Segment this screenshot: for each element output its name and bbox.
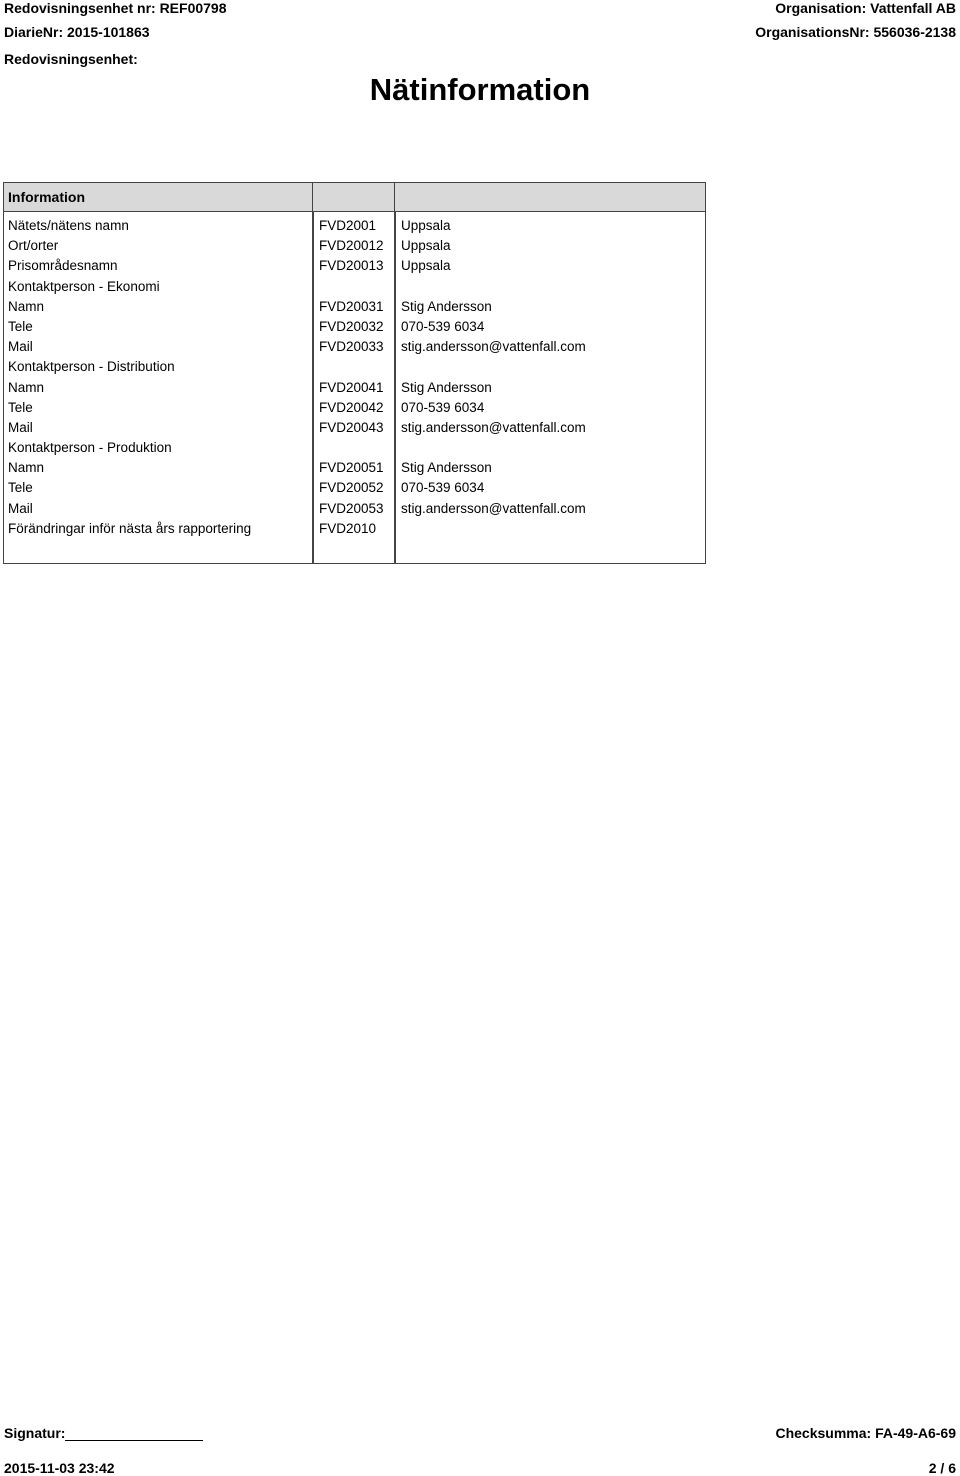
row-label: Kontaktperson - Ekonomi bbox=[8, 278, 160, 294]
row-label: Förändringar inför nästa års rapportering bbox=[8, 520, 252, 536]
organisation-name: Organisation: Vattenfall AB bbox=[775, 0, 956, 16]
row-label: Namn bbox=[8, 460, 45, 476]
row-label: Nätets/nätens namn bbox=[8, 218, 129, 233]
table-row bbox=[4, 398, 705, 418]
table-row bbox=[4, 317, 705, 337]
row-code: FVD2010 bbox=[319, 520, 377, 536]
row-value: Stig Andersson bbox=[401, 298, 492, 314]
table-heading: Information bbox=[4, 183, 313, 212]
row-value: 070-539 6034 bbox=[401, 480, 485, 496]
row-code: FVD20052 bbox=[319, 480, 384, 496]
row-code bbox=[313, 277, 395, 297]
row-value: 070-539 6034 bbox=[401, 399, 485, 415]
signature-label: Signatur: bbox=[4, 1425, 66, 1441]
table-row bbox=[4, 256, 705, 276]
row-label: Ort/orter bbox=[8, 238, 59, 254]
table-body bbox=[4, 212, 705, 563]
row-value: stig.andersson@vattenfall.com bbox=[401, 500, 586, 516]
row-label: Kontaktperson - Produktion bbox=[8, 440, 172, 456]
diarie-number: DiarieNr: 2015-101863 bbox=[4, 24, 150, 40]
table-header-row bbox=[4, 183, 705, 212]
report-unit-number: Redovisningsenhet nr: REF00798 bbox=[4, 0, 227, 16]
table-row bbox=[4, 277, 705, 297]
table-row bbox=[4, 337, 705, 357]
table-row bbox=[4, 438, 705, 458]
row-label: Mail bbox=[8, 500, 33, 516]
signature-field bbox=[4, 1425, 203, 1441]
row-label: Namn bbox=[8, 298, 45, 314]
signature-line[interactable] bbox=[65, 1427, 203, 1441]
row-code: FVD20051 bbox=[319, 460, 384, 476]
table-row bbox=[4, 519, 705, 539]
page-title: Nätinformation bbox=[369, 72, 591, 107]
row-code: FVD20053 bbox=[319, 500, 384, 516]
print-datetime: 2015-11-03 23:42 bbox=[4, 1460, 115, 1476]
information-table bbox=[3, 182, 706, 564]
row-code: FVD20013 bbox=[319, 258, 384, 274]
row-code: FVD20012 bbox=[319, 238, 384, 254]
table-row bbox=[4, 458, 705, 478]
row-label: Mail bbox=[8, 419, 33, 435]
row-code: FVD20042 bbox=[319, 399, 384, 415]
row-value: Stig Andersson bbox=[401, 379, 492, 395]
row-code bbox=[313, 438, 395, 458]
table-row bbox=[4, 478, 705, 498]
row-label: Prisområdesnamn bbox=[8, 258, 118, 274]
row-value bbox=[395, 519, 705, 539]
table-row bbox=[4, 418, 705, 438]
report-unit-label: Redovisningsenhet: bbox=[4, 51, 138, 67]
row-value: Stig Andersson bbox=[401, 460, 492, 476]
table-row bbox=[4, 297, 705, 317]
row-label: Namn bbox=[8, 379, 45, 395]
row-value: 070-539 6034 bbox=[401, 318, 485, 334]
table-header-code-cell bbox=[313, 183, 395, 212]
row-code: FVD20043 bbox=[319, 419, 384, 435]
row-code: FVD20033 bbox=[319, 339, 384, 355]
table-row bbox=[4, 378, 705, 398]
page-number: 2 / 6 bbox=[928, 1460, 956, 1476]
row-code: FVD20031 bbox=[319, 298, 384, 314]
row-label: Kontaktperson - Distribution bbox=[8, 359, 175, 375]
row-label: Tele bbox=[8, 480, 33, 496]
row-value: Uppsala bbox=[401, 258, 451, 274]
row-value: Uppsala bbox=[401, 238, 451, 254]
row-label: Tele bbox=[8, 318, 33, 334]
column-divider bbox=[312, 212, 314, 563]
row-label: Mail bbox=[8, 339, 33, 355]
row-label: Tele bbox=[8, 399, 33, 415]
row-code: FVD2001 bbox=[319, 218, 377, 233]
row-value: stig.andersson@vattenfall.com bbox=[401, 339, 586, 355]
table-row bbox=[4, 216, 705, 236]
column-divider bbox=[394, 212, 396, 563]
empty-row bbox=[4, 539, 705, 563]
row-code bbox=[313, 357, 395, 377]
row-value bbox=[395, 277, 705, 297]
row-value bbox=[395, 438, 705, 458]
table-row bbox=[4, 357, 705, 377]
row-value: stig.andersson@vattenfall.com bbox=[401, 419, 586, 435]
checksum: Checksumma: FA-49-A6-69 bbox=[775, 1425, 956, 1441]
table-header-value-cell bbox=[395, 183, 705, 212]
row-value bbox=[395, 357, 705, 377]
table-row bbox=[4, 236, 705, 256]
row-code: FVD20041 bbox=[319, 379, 384, 395]
row-code: FVD20032 bbox=[319, 318, 384, 334]
organisation-number: OrganisationsNr: 556036-2138 bbox=[755, 24, 956, 40]
table-row bbox=[4, 499, 705, 519]
row-value: Uppsala bbox=[401, 218, 451, 233]
